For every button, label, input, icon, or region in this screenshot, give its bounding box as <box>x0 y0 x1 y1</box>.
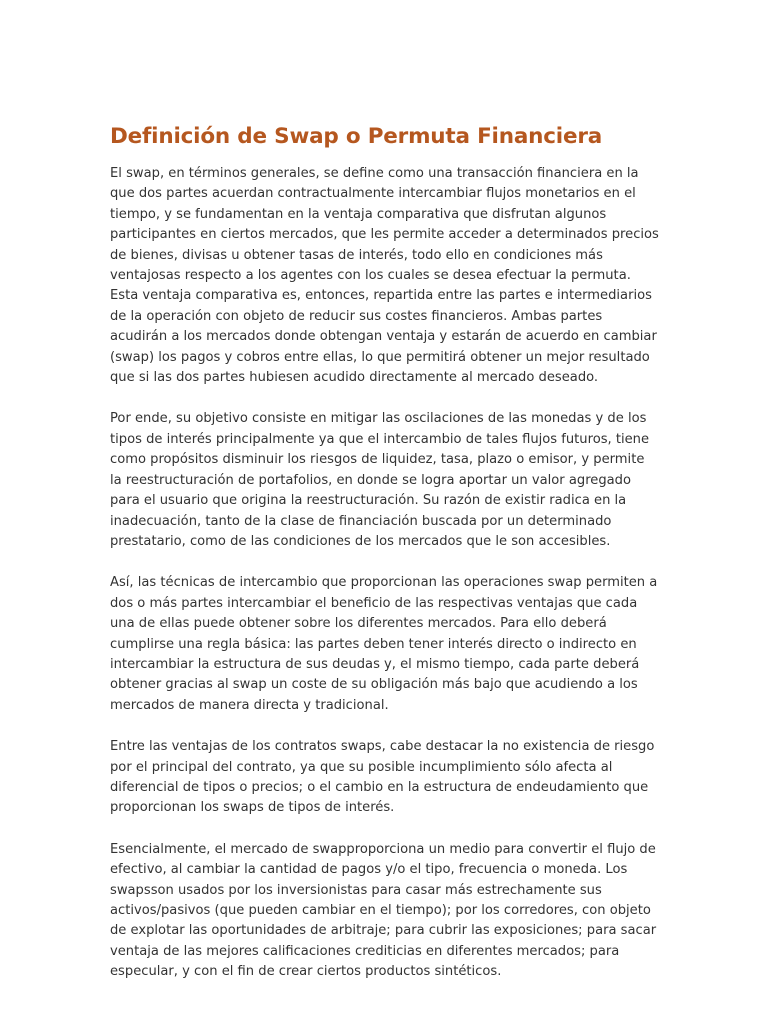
paragraph-5: Esencialmente, el mercado de swapproporciona un medio para convertir el flujo de efectivo, al cambiar la cantidad de pagos y/o el tipo, frecuencia o moneda. Los swapsson usados por los inversionistas para casar más estrechamente sus activos/pasivos (que pueden cambiar en el tiempo); por los corredores, con objeto de explotar las oportunidades de arbitraje; para cubrir las exposiciones; para sacar ventaja de las mejores calificaciones crediticias en diferentes mercados; para especular, y con el fin de crear ciertos productos sintéticos. <box>110 841 657 980</box>
paragraph-3: Así, las técnicas de intercambio que proporcionan las operaciones swap permiten a dos o más partes intercambiar el beneficio de las respectivas ventajas que cada una de ellas puede obtener sobre los diferentes mercados. Para ello deberá cumplirse una regla básica: las partes deben tener interés directo o indirecto en intercambiar la estructura de sus deudas y, el mismo tiempo, cada parte deberá obtener gracias al swap un coste de su obligación más bajo que acudiendo a los mercados de manera directa y tradicional. <box>110 575 658 713</box>
paragraph-1: El swap, en términos generales, se define como una transacción financiera en la que dos partes acuerdan contractualmente intercambiar flujos monetarios en el tiempo, y se fundamentan en la ventaja comparativa que disfrutan algunos participantes en ciertos mercados, que les permite acceder a determinados precios de bienes, divisas u obtener tasas de interés, todo ello en condiciones más ventajosas respecto a los agentes con los cuales se desea efectuar la permuta. Esta ventaja comparativa es, entonces, repartida entre las partes e intermediarios de la operación con objeto de reducir sus costes financieros. Ambas partes acudirán a los mercados donde obtengan ventaja y estarán de acuerdo en cambiar (swap) los pagos y cobros entre ellas, lo que permitirá obtener un mejor resultado que si las dos partes hubiesen acudido directamente al mercado deseado. <box>110 166 659 386</box>
paragraph-2: Por ende, su objetivo consiste en mitigar las oscilaciones de las monedas y de los tipos de interés principalmente ya que el intercambio de tales flujos futuros, tiene como propósitos disminuir los riesgos de liquidez, tasa, plazo o emisor, y permite la reestructuración de portafolios, en donde se logra aportar un valor agregado para el usuario que origina la reestructuración. Su razón de existir radica en la inadecuación, tanto de la clase de financiación buscada por un determinado prestatario, como de las condiciones de los mercados que le son accesibles. <box>110 411 650 549</box>
paragraph-4: Entre las ventajas de los contratos swaps, cabe destacar la no existencia de riesgo por el principal del contrato, ya que su posible incumplimiento sólo afecta al diferencial de tipos o precios; o el cambio en la estructura de endeudamiento que proporcionan los swaps de tipos de interés. <box>110 739 655 816</box>
article-body <box>110 164 660 1004</box>
page-title: Definición de Swap o Permuta Financiera <box>110 124 603 149</box>
